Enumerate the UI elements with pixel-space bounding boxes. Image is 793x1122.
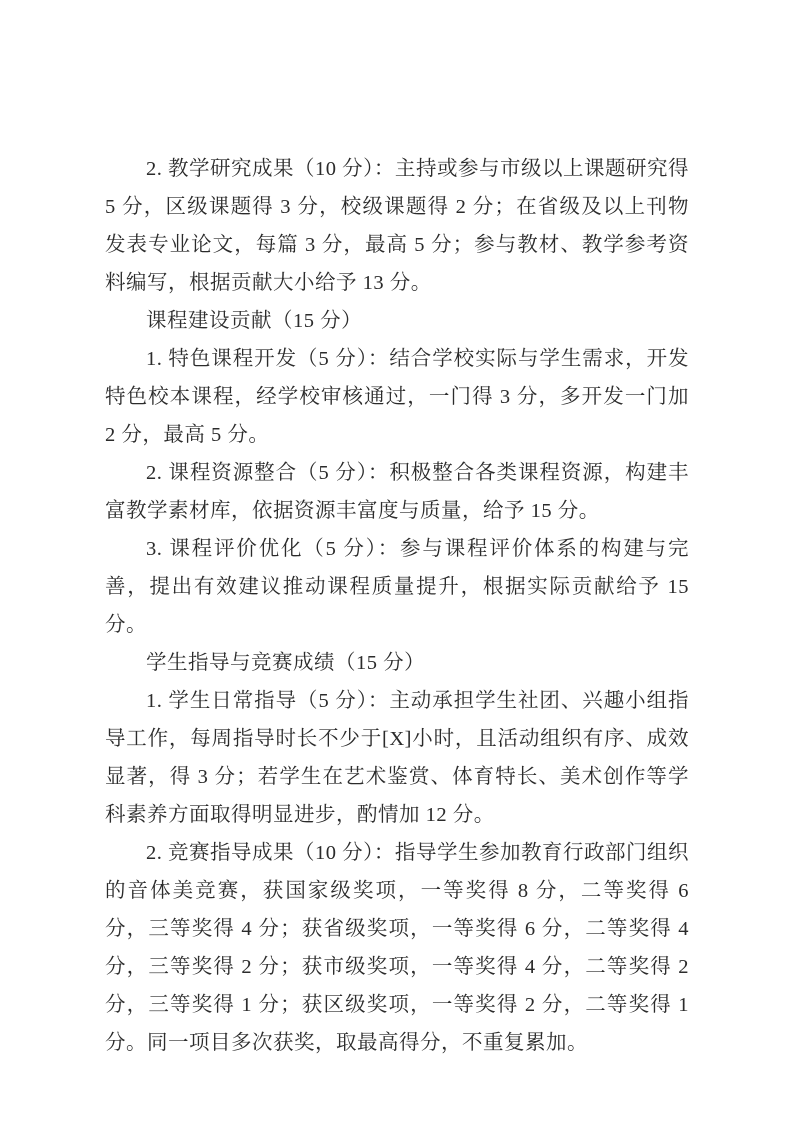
paragraph-competition-guidance-results: 2. 竞赛指导成果（10 分）：指导学生参加教育行政部门组织的音体美竞赛，获国家级奖项，一等奖得 8 分，二等奖得 6 分，三等奖得 4 分；获省级奖项，一等奖得 6 分，二等奖得 4 分，三等奖得 2 分；获市级奖项，一等奖得 4 分，二等奖得 2 分，三等奖得 1 分；获区级奖项，一等奖得 2 分，二等奖得 1 分。同一项目多次获奖，取最高得分，不重复累加。	[105, 842, 689, 1054]
paragraph-featured-course-development: 1. 特色课程开发（5 分）：结合学校实际与学生需求，开发特色校本课程，经学校审核通过，一门得 3 分，多开发一门加 2 分，最高 5 分。	[105, 348, 689, 446]
paragraph-course-evaluation-optimization: 3. 课程评价优化（5 分）：参与课程评价体系的构建与完善，提出有效建议推动课程质量提升，根据实际贡献给予 15 分。	[105, 538, 689, 636]
section-heading-student-guidance-competition: 学生指导与竞赛成绩（15 分）	[146, 652, 426, 674]
paragraph-course-resource-integration: 2. 课程资源整合（5 分）：积极整合各类课程资源，构建丰富教学素材库，依据资源丰富度与质量，给予 15 分。	[105, 462, 689, 522]
section-heading-curriculum-contribution: 课程建设贡献（15 分）	[146, 310, 363, 332]
paragraph-teaching-research: 2. 教学研究成果（10 分）：主持或参与市级以上课题研究得 5 分，区级课题得 3 分，校级课题得 2 分；在省级及以上刊物发表专业论文，每篇 3 分，最高 5 分；参与教材、教学参考资料编写，根据贡献大小给予 13 分。	[105, 158, 689, 294]
document-body	[105, 150, 689, 1062]
paragraph-student-daily-guidance: 1. 学生日常指导（5 分）：主动承担学生社团、兴趣小组指导工作，每周指导时长不少于[X]小时，且活动组织有序、成效显著，得 3 分；若学生在艺术鉴赏、体育特长、美术创作等学科素养方面取得明显进步，酌情加 12 分。	[105, 690, 689, 826]
